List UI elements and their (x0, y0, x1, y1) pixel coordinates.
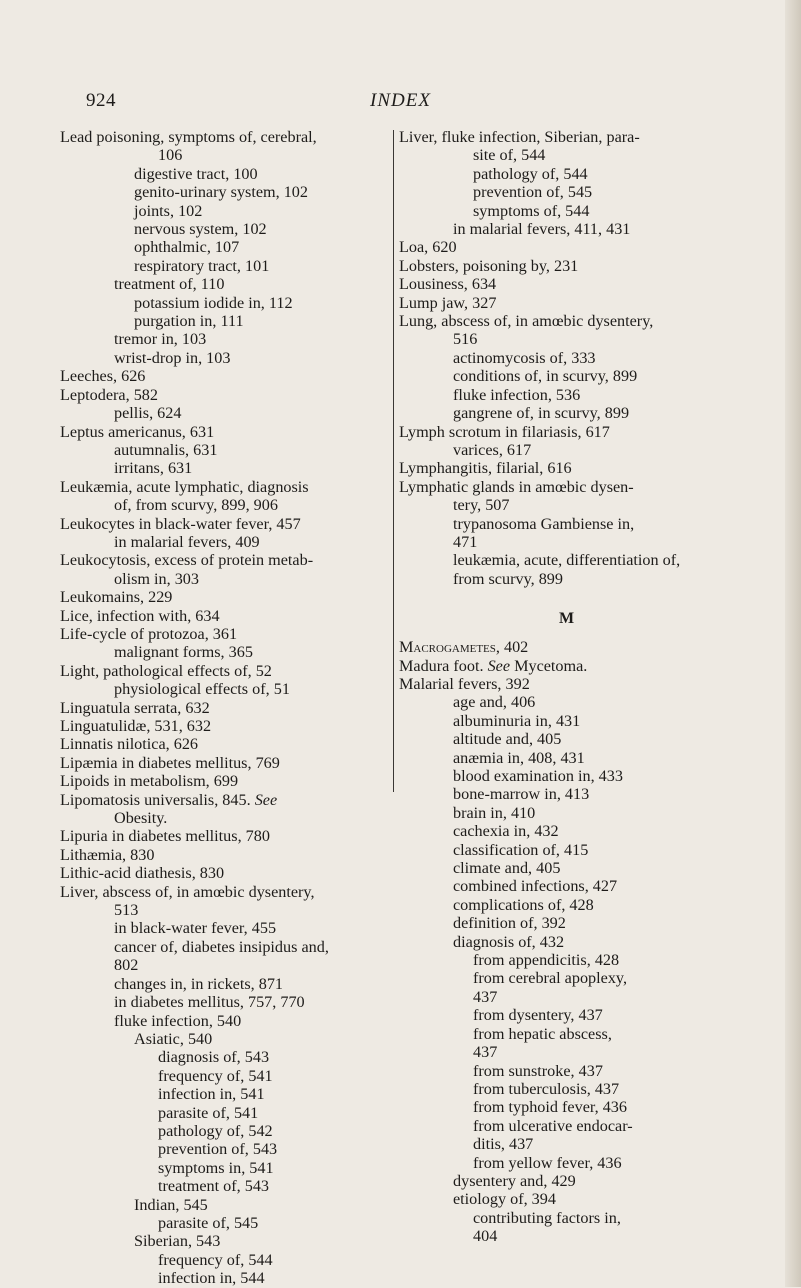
index-entry (399, 312, 734, 330)
entry-text: Loa, 620 (399, 238, 457, 257)
index-entry (399, 1043, 734, 1061)
entry-text: treatment of, 110 (114, 275, 225, 294)
entry-text: Leukocytosis, excess of protein metab- (60, 551, 314, 570)
index-entry (399, 859, 734, 877)
index-entry (60, 441, 390, 459)
index-entry (60, 809, 390, 827)
entry-text: Lipomatosis universalis, 845. (60, 790, 251, 809)
entry-text: Indian, 545 (134, 1195, 208, 1214)
index-entry (399, 128, 734, 146)
index-entry (60, 607, 390, 625)
entry-text: from yellow fever, 436 (473, 1153, 622, 1172)
index-entry (60, 478, 390, 496)
index-entry (60, 680, 390, 698)
entry-text: nervous system, 102 (134, 220, 267, 239)
entry-text: Liver, fluke infection, Siberian, para- (399, 128, 640, 146)
index-entry (399, 1190, 734, 1208)
index-entry (60, 625, 390, 643)
index-entry (60, 551, 390, 569)
index-entry (399, 330, 734, 348)
index-entry (399, 146, 734, 164)
index-entry (399, 822, 734, 840)
entry-text: tery, 507 (453, 496, 510, 515)
index-entry (60, 1196, 390, 1214)
index-entry (60, 220, 390, 238)
see-reference: See (254, 790, 278, 809)
index-entry (399, 1062, 734, 1080)
index-entry (60, 257, 390, 275)
entry-text: symptoms in, 541 (158, 1158, 274, 1177)
index-entry (399, 877, 734, 895)
entry-text: Lobsters, poisoning by, 231 (399, 256, 579, 275)
index-entry (60, 827, 390, 845)
index-entry (60, 956, 390, 974)
column-divider (393, 130, 394, 792)
entry-text: from cerebral apoplexy, (473, 969, 628, 988)
index-entry (60, 1232, 390, 1250)
index-entry (60, 846, 390, 864)
index-entry (399, 496, 734, 514)
index-entry (60, 238, 390, 256)
entry-text: Liver, abscess of, in amœbic dysentery, (60, 882, 315, 901)
entry-text: frequency of, 544 (158, 1250, 273, 1269)
index-entry (399, 1209, 734, 1227)
entry-text: Lice, infection with, 634 (60, 606, 220, 625)
entry-text: Asiatic, 540 (134, 1029, 213, 1048)
index-entry (399, 896, 734, 914)
index-entry (399, 441, 734, 459)
index-entry (399, 404, 734, 422)
entry-text: Lump jaw, 327 (399, 293, 497, 312)
entry-text: 437 (473, 1043, 498, 1062)
index-entry (399, 349, 734, 367)
right-column-bottom (399, 638, 734, 1245)
entry-text: diagnosis of, 543 (158, 1048, 270, 1067)
index-entry (399, 730, 734, 748)
entry-text: irritans, 631 (114, 459, 193, 478)
entry-text: treatment of, 543 (158, 1177, 270, 1196)
index-entry (60, 883, 390, 901)
index-entry (60, 496, 390, 514)
entry-text: purgation in, 111 (134, 312, 244, 331)
entry-text: trypanosoma Gambiense in, (453, 514, 635, 533)
index-entry (60, 570, 390, 588)
index-entry (399, 804, 734, 822)
index-entry (399, 202, 734, 220)
entry-text: conditions of, in scurvy, 899 (453, 367, 638, 386)
index-entry (399, 675, 734, 693)
index-entry (399, 1227, 734, 1245)
index-entry (399, 1172, 734, 1190)
entry-text: pathology of, 542 (158, 1121, 273, 1140)
entry-text: Linnatis nilotica, 626 (60, 735, 199, 754)
entry-text: climate and, 405 (453, 859, 561, 878)
entry-text: ditis, 437 (473, 1135, 534, 1154)
index-entry (399, 220, 734, 238)
index-entry (399, 459, 734, 477)
entry-text: fluke infection, 536 (453, 385, 581, 404)
entry-text: altitude and, 405 (453, 730, 562, 749)
index-entry (399, 712, 734, 730)
index-entry (60, 699, 390, 717)
index-entry (399, 1117, 734, 1135)
entry-text: 404 (473, 1227, 498, 1246)
index-entry (60, 183, 390, 201)
entry-text: Siberian, 543 (134, 1232, 221, 1251)
entry-text: Leukæmia, acute lymphatic, diagnosis (60, 477, 309, 496)
entry-text: gangrene of, in scurvy, 899 (453, 404, 630, 423)
index-entry (60, 993, 390, 1011)
index-entry (399, 1080, 734, 1098)
entry-text: blood examination in, 433 (453, 767, 623, 785)
index-entry (399, 969, 734, 987)
index-entry (60, 275, 390, 293)
index-entry (399, 914, 734, 932)
entry-text: in black-water fever, 455 (114, 919, 277, 938)
entry-text: varices, 617 (453, 440, 532, 459)
entry-text: pellis, 624 (114, 404, 182, 423)
index-entry (60, 1012, 390, 1030)
entry-text: in diabetes mellitus, 757, 770 (114, 993, 305, 1012)
page-header (0, 90, 801, 114)
index-entry (399, 165, 734, 183)
index-entry (399, 1025, 734, 1043)
entry-text: Malarial fevers, 392 (399, 674, 530, 693)
index-entry (60, 662, 390, 680)
index-entry (60, 1122, 390, 1140)
entry-text: from scurvy, 899 (453, 569, 563, 588)
entry-text: Lung, abscess of, in amœbic dysentery, (399, 312, 654, 331)
index-entry (60, 330, 390, 348)
entry-text: 802 (114, 956, 139, 975)
entry-text: Leukomains, 229 (60, 588, 173, 607)
entry-text: Leptus americanus, 631 (60, 422, 215, 441)
entry-text: prevention of, 545 (473, 183, 593, 202)
index-entry (399, 951, 734, 969)
index-entry (399, 386, 734, 404)
entry-text: site of, 544 (473, 146, 546, 165)
entry-text: from sunstroke, 437 (473, 1061, 603, 1080)
entry-text: Lipuria in diabetes mellitus, 780 (60, 827, 270, 846)
entry-text: from appendicitis, 428 (473, 951, 620, 970)
index-entry (399, 693, 734, 711)
index-entry (399, 1006, 734, 1024)
index-entry (399, 1154, 734, 1172)
entry-text: Lithæmia, 830 (60, 845, 155, 864)
entry-text: actinomycosis of, 333 (453, 348, 596, 367)
entry-text: combined infections, 427 (453, 877, 618, 896)
index-entry (60, 975, 390, 993)
index-entry (60, 1030, 390, 1048)
index-entry (399, 767, 734, 785)
index-entry (399, 275, 734, 293)
entry-text: Lithic-acid diathesis, 830 (60, 864, 225, 883)
index-entry (60, 1048, 390, 1066)
index-entry (399, 988, 734, 1006)
index-entry (60, 386, 390, 404)
index-entry (60, 1177, 390, 1195)
entry-text: prevention of, 543 (158, 1140, 278, 1159)
index-entry (60, 938, 390, 956)
index-entry (399, 785, 734, 803)
entry-text: Lead poisoning, symptoms of, cerebral, (60, 128, 317, 146)
entry-text: from dysentery, 437 (473, 1006, 603, 1025)
entry-text: ophthalmic, 107 (134, 238, 240, 257)
entry-text: respiratory tract, 101 (134, 256, 270, 275)
index-entry (60, 1159, 390, 1177)
entry-text: 513 (114, 901, 139, 920)
index-entry (399, 423, 734, 441)
entry-text: dysentery and, 429 (453, 1171, 576, 1190)
entry-text: Lipæmia in diabetes mellitus, 769 (60, 753, 280, 772)
index-entry (60, 404, 390, 422)
index-entry (399, 367, 734, 385)
entry-text: from hepatic abscess, (473, 1024, 612, 1043)
entry-text: Leeches, 626 (60, 367, 146, 386)
index-entry (399, 841, 734, 859)
entry-text: Lymphatic glands in amœbic dysen- (399, 477, 634, 496)
index-entry (60, 791, 390, 809)
index-entry (60, 717, 390, 735)
index-entry (60, 312, 390, 330)
entry-text: brain in, 410 (453, 803, 536, 822)
entry-text: Lousiness, 634 (399, 275, 497, 294)
entry-text: Life-cycle of protozoa, 361 (60, 624, 238, 643)
index-entry (399, 749, 734, 767)
index-entry (60, 128, 390, 146)
entry-text: tremor in, 103 (114, 330, 207, 349)
spacer (399, 588, 734, 604)
right-column-top (399, 128, 734, 588)
index-entry (60, 588, 390, 606)
entry-text: cachexia in, 432 (453, 822, 559, 841)
index-entry (399, 478, 734, 496)
index-entry (399, 1135, 734, 1153)
entry-text: infection in, 541 (158, 1085, 265, 1104)
entry-text: autumnalis, 631 (114, 440, 218, 459)
entry-text: Light, pathological effects of, 52 (60, 661, 272, 680)
index-entry (60, 146, 390, 164)
entry-text: Linguatula serrata, 632 (60, 698, 210, 717)
entry-text: 471 (453, 532, 478, 551)
entry-text: leukæmia, acute, differentiation of, (453, 551, 681, 570)
entry-text: 437 (473, 987, 498, 1006)
index-entry (60, 643, 390, 661)
entry-text: contributing factors in, (473, 1208, 621, 1227)
index-entry (60, 515, 390, 533)
entry-text: potassium iodide in, 112 (134, 293, 293, 312)
entry-text: in malarial fevers, 409 (114, 532, 260, 551)
index-entry (60, 459, 390, 477)
index-entry (60, 533, 390, 551)
index-entry (60, 1251, 390, 1269)
index-entry (60, 294, 390, 312)
index-entry (60, 919, 390, 937)
index-entry (399, 515, 734, 533)
entry-text: parasite of, 541 (158, 1103, 259, 1122)
entry-text: physiological effects of, 51 (114, 680, 290, 699)
index-entry (60, 772, 390, 790)
entry-text: Leukocytes in black-water fever, 457 (60, 514, 301, 533)
entry-text: wrist-drop in, 103 (114, 348, 231, 367)
index-entry (60, 367, 390, 385)
index-entry (399, 183, 734, 201)
entry-text: joints, 102 (134, 201, 203, 220)
index-entry (399, 1098, 734, 1116)
entry-text: anæmia in, 408, 431 (453, 748, 585, 767)
index-entry (399, 294, 734, 312)
entry-text: symptoms of, 544 (473, 201, 590, 220)
entry-text: classification of, 415 (453, 840, 589, 859)
index-entry (60, 165, 390, 183)
entry-text: digestive tract, 100 (134, 164, 258, 183)
index-entry (60, 1104, 390, 1122)
index-entry (60, 754, 390, 772)
entry-text: parasite of, 545 (158, 1213, 259, 1232)
index-entry (399, 257, 734, 275)
running-head: INDEX (370, 90, 431, 111)
index-entry (399, 638, 734, 656)
entry-text: genito-urinary system, 102 (134, 183, 308, 202)
entry-text: olism in, 303 (114, 569, 199, 588)
entry-text: cancer of, diabetes insipidus and, (114, 937, 329, 956)
index-entry (60, 1067, 390, 1085)
index-entry (60, 1085, 390, 1103)
page-edge (785, 0, 801, 1287)
section-letter: M (558, 610, 575, 628)
entry-text: Lipoids in metabolism, 699 (60, 772, 239, 791)
left-column (60, 128, 390, 1288)
index-entry (399, 551, 734, 569)
entry-text: Obesity. (114, 809, 168, 828)
index-entry (60, 901, 390, 919)
index-entry (399, 238, 734, 256)
index-entry (399, 933, 734, 951)
page-number: 924 (86, 90, 116, 111)
entry-text: definition of, 392 (453, 914, 566, 933)
entry-text: infection in, 544 (158, 1269, 265, 1288)
entry-text: diagnosis of, 432 (453, 932, 565, 951)
entry-text: Lymph scrotum in filariasis, 617 (399, 422, 610, 441)
index-entry (399, 570, 734, 588)
index-entry (399, 533, 734, 551)
entry-text: complications of, 428 (453, 895, 594, 914)
entry-text: Macrogametes, 402 (399, 638, 529, 657)
entry-text: 516 (453, 330, 478, 349)
index-entry (60, 1140, 390, 1158)
entry-text: of, from scurvy, 899, 906 (114, 496, 278, 515)
entry-text: from tuberculosis, 437 (473, 1079, 620, 1098)
entry-text: fluke infection, 540 (114, 1011, 242, 1030)
entry-text: 106 (158, 146, 183, 165)
index-entry (60, 202, 390, 220)
entry-text: pathology of, 544 (473, 164, 588, 183)
entry-text: albuminuria in, 431 (453, 711, 581, 730)
entry-text: malignant forms, 365 (114, 643, 253, 662)
entry-text: bone-marrow in, 413 (453, 785, 590, 804)
index-entry (60, 735, 390, 753)
index-entry (60, 1214, 390, 1232)
see-target: Mycetoma. (514, 656, 588, 675)
index-entry (399, 657, 734, 675)
entry-text: from typhoid fever, 436 (473, 1098, 627, 1117)
entry-text: Madura foot. (399, 656, 484, 675)
index-entry (60, 864, 390, 882)
entry-text: from ulcerative endocar- (473, 1116, 633, 1135)
index-entry (60, 1269, 390, 1287)
entry-text: Linguatulidæ, 531, 632 (60, 717, 212, 735)
see-reference: See (487, 656, 511, 675)
entry-text: changes in, in rickets, 871 (114, 974, 284, 993)
entry-text: Leptodera, 582 (60, 385, 158, 404)
entry-text: etiology of, 394 (453, 1190, 556, 1209)
index-entry (60, 349, 390, 367)
entry-text: in malarial fevers, 411, 431 (453, 220, 631, 239)
entry-text: Lymphangitis, filarial, 616 (399, 459, 572, 478)
right-column (399, 128, 734, 1246)
entry-text: frequency of, 541 (158, 1066, 273, 1085)
entry-text: age and, 406 (453, 693, 536, 712)
index-entry (60, 423, 390, 441)
